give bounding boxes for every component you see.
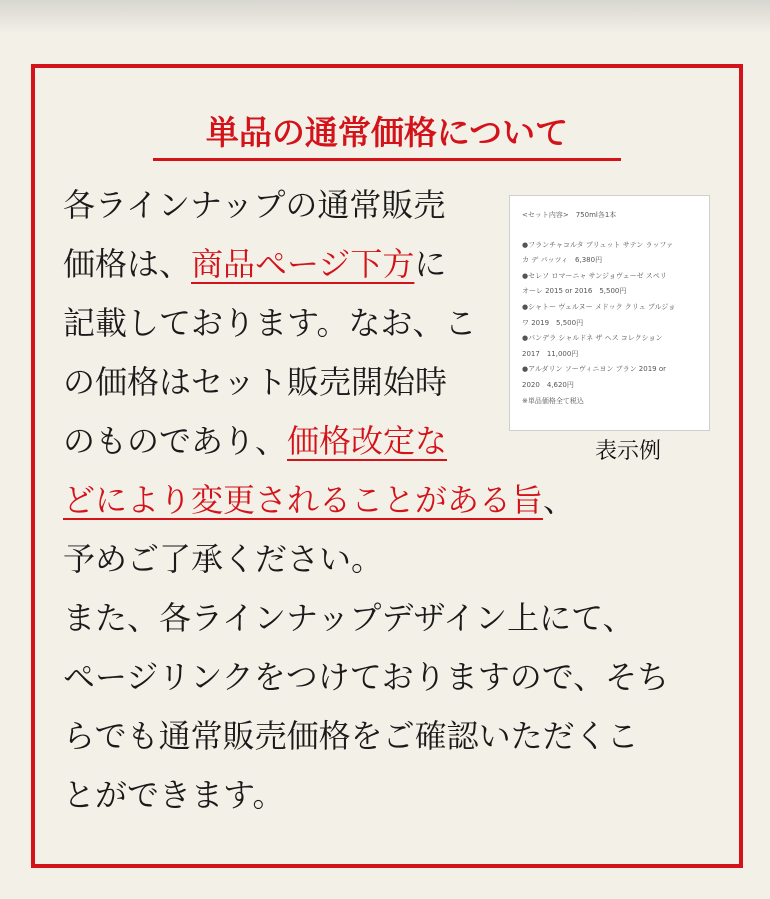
sample-line: ●フランチャコルタ ブリュット サテン ラッファ	[522, 240, 674, 249]
sample-line: ●セレソ ロマーニャ サンジョヴェーゼ スペリ	[522, 271, 667, 280]
price-revision-note: 価格改定な	[287, 422, 448, 460]
product-page-link[interactable]: 商品ページ下方	[191, 245, 415, 283]
body-text-segment: のものであり、	[63, 422, 288, 460]
sample-line: 2020 4,620円	[522, 380, 574, 389]
body-line-8: また、各ラインナップデザイン上にて、	[63, 599, 635, 637]
sample-line: カ デ パッツィ 6,380円	[522, 256, 603, 265]
price-display-sample	[509, 195, 710, 431]
body-line-9: ページリンクをつけておりますので、そち	[63, 658, 670, 696]
body-line-10: らでも通常販売価格をご確認いただくこ	[63, 717, 639, 755]
body-line-1: 各ラインナップの通常販売	[63, 186, 446, 224]
top-shadow	[0, 0, 770, 34]
notice-frame	[31, 64, 743, 868]
body-line-3: 記載しております。なお、こ	[63, 304, 477, 342]
sample-line: 2017 11,000円	[522, 349, 579, 358]
sample-line: ●シャトー ヴェルヌー メドック クリュ ブルジョ	[522, 302, 676, 311]
body-line-11: とができます。	[63, 776, 285, 814]
price-revision-note-cont: どにより変更されることがある旨	[63, 481, 544, 519]
body-text-segment: に	[414, 245, 447, 283]
body-text-segment: 価格は、	[63, 245, 192, 283]
body-line-7: 予めご了承ください。	[63, 540, 384, 578]
sample-header: <セット内容> 750ml各1本	[522, 211, 617, 219]
sample-line: ●アルダリン ソーヴィニヨン ブラン 2019 or	[522, 365, 667, 374]
body-line-4: の価格はセット販売開始時	[63, 363, 448, 401]
section-title: 単品の通常価格について	[205, 113, 569, 152]
body-line-6	[63, 471, 723, 530]
title-underline	[153, 158, 621, 161]
sample-line: ※単品価格全て税込	[522, 396, 584, 405]
sample-caption: 表示例	[595, 439, 662, 464]
sample-line: オーレ 2015 or 2016 5,500円	[522, 287, 627, 296]
sample-line: ワ 2019 5,500円	[522, 318, 584, 327]
body-text-segment: 、	[543, 481, 576, 519]
sample-line: ●パンデラ シャルドネ ザ ヘス コレクション	[522, 334, 663, 343]
